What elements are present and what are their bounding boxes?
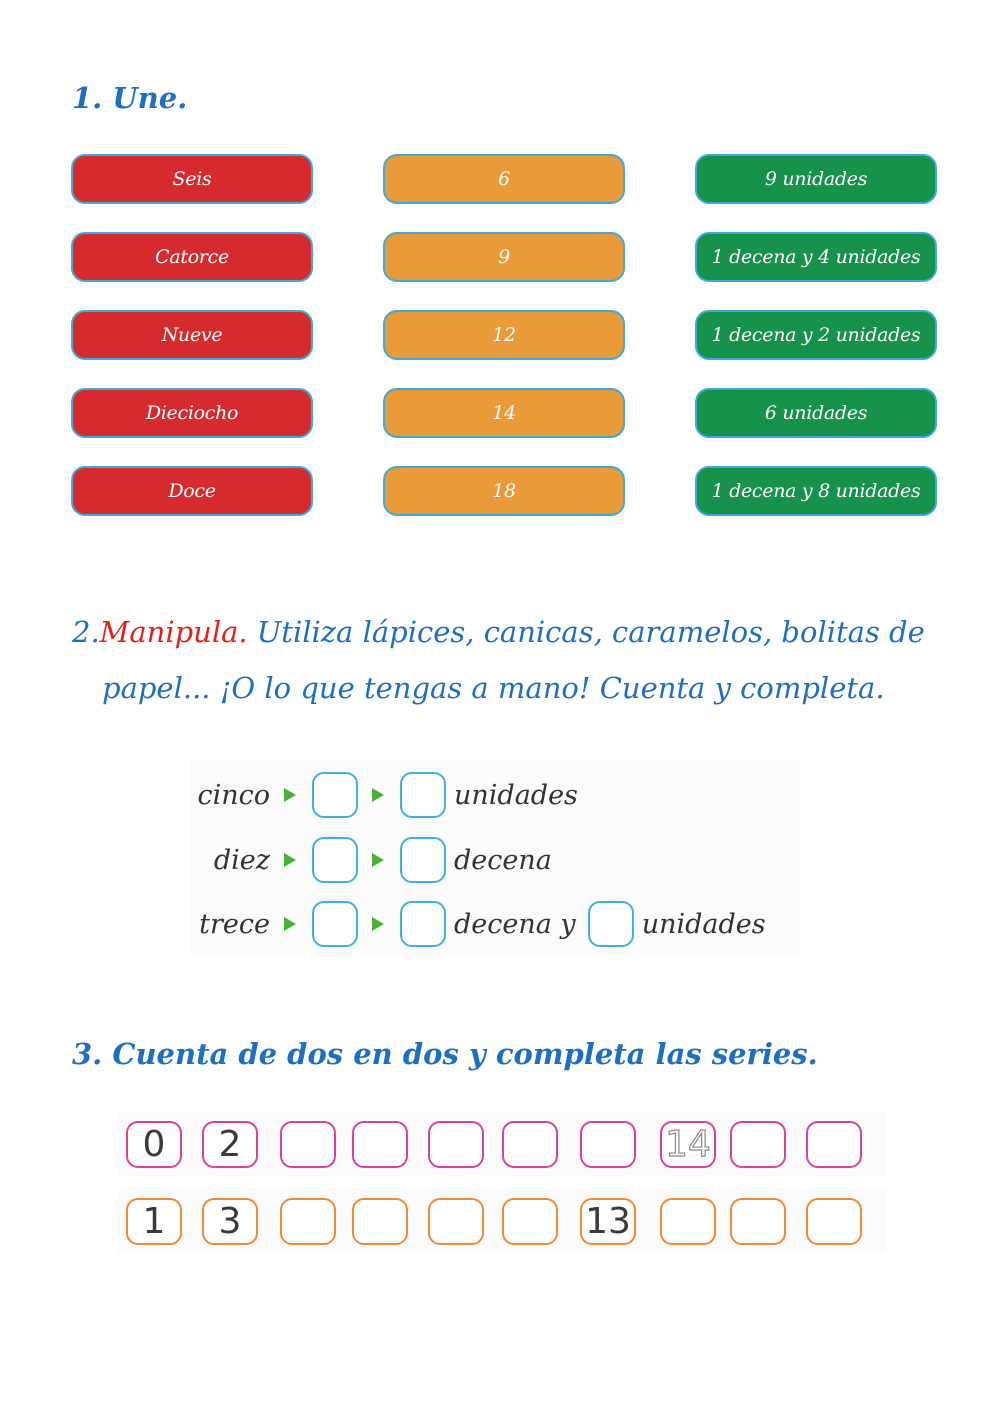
series-cell: 1 (126, 1198, 182, 1245)
answer-box[interactable] (400, 772, 446, 818)
arrow-right-icon (372, 788, 384, 802)
word-tile[interactable]: Seis (71, 154, 313, 204)
series-input[interactable] (504, 1199, 556, 1244)
series-cell: 13 (580, 1198, 636, 1245)
series-cell: 3 (202, 1198, 258, 1245)
series-cell[interactable] (730, 1121, 786, 1168)
unit-label: unidades (454, 779, 578, 811)
units-tile[interactable]: 6 unidades (695, 388, 937, 438)
answer-input[interactable] (314, 903, 360, 947)
number-tile[interactable]: 14 (383, 388, 625, 438)
answer-input[interactable] (402, 903, 448, 947)
answer-input[interactable] (402, 774, 448, 818)
units-tile[interactable]: 9 unidades (695, 154, 937, 204)
units-column (695, 154, 937, 544)
series-input[interactable] (430, 1122, 482, 1167)
units-tile[interactable]: 1 decena y 8 unidades (695, 466, 937, 516)
answer-box[interactable] (312, 901, 358, 947)
word-tile[interactable]: Catorce (71, 232, 313, 282)
words-column (71, 154, 313, 544)
unit-label: decena y (454, 908, 576, 940)
series-cell[interactable] (502, 1121, 558, 1168)
series-cell[interactable] (730, 1198, 786, 1245)
answer-box[interactable] (312, 837, 358, 883)
series-input[interactable] (732, 1199, 784, 1244)
section2-text-line2: papel... ¡O lo que tengas a mano! Cuenta y completa. (102, 671, 885, 705)
word-tile[interactable]: Dieciocho (71, 388, 313, 438)
series-cell[interactable] (280, 1198, 336, 1245)
number-word: diez (213, 844, 270, 876)
exercise-row (190, 770, 590, 820)
section2-text-line1: Utiliza lápices, canicas, caramelos, bolitas de (256, 615, 925, 649)
section1-heading: 1. Une. (72, 81, 188, 115)
unit-label: decena (454, 844, 552, 876)
unit-label: unidades (641, 908, 766, 940)
series-input[interactable] (282, 1122, 334, 1167)
series-input[interactable] (662, 1199, 714, 1244)
answer-box[interactable] (400, 901, 446, 947)
arrow-right-icon (284, 788, 296, 802)
series-input[interactable] (430, 1199, 482, 1244)
number-tile[interactable]: 9 (383, 232, 625, 282)
numbers-column (383, 154, 625, 544)
series-cell[interactable] (580, 1121, 636, 1168)
series-cell[interactable] (352, 1121, 408, 1168)
exercise-row (190, 899, 778, 949)
number-word: trece (199, 908, 270, 940)
answer-box[interactable] (312, 772, 358, 818)
series-cell[interactable] (660, 1198, 716, 1245)
section2-number: 2. (72, 615, 100, 649)
series-input[interactable] (504, 1122, 556, 1167)
odd-series (118, 1189, 886, 1253)
series-input[interactable] (282, 1199, 334, 1244)
answer-input[interactable] (314, 774, 360, 818)
series-cell[interactable] (352, 1198, 408, 1245)
section3-heading: 3. Cuenta de dos en dos y completa las series. (72, 1037, 818, 1071)
answer-input[interactable] (402, 839, 448, 883)
arrow-right-icon (284, 917, 296, 931)
word-tile[interactable]: Nueve (71, 310, 313, 360)
number-tile[interactable]: 6 (383, 154, 625, 204)
series-input[interactable] (808, 1199, 860, 1244)
series-cell: 0 (126, 1121, 182, 1168)
arrow-right-icon (284, 853, 296, 867)
number-tile[interactable]: 12 (383, 310, 625, 360)
series-input[interactable] (354, 1122, 406, 1167)
answer-box[interactable] (400, 837, 446, 883)
even-series (118, 1112, 886, 1176)
arrow-right-icon (372, 853, 384, 867)
series-input[interactable] (808, 1122, 860, 1167)
units-tile[interactable]: 1 decena y 2 unidades (695, 310, 937, 360)
series-cell[interactable] (502, 1198, 558, 1245)
word-tile[interactable]: Doce (71, 466, 313, 516)
section2-highlight: Manipula. (99, 615, 248, 649)
series-cell[interactable] (428, 1198, 484, 1245)
exercise-row (190, 835, 564, 885)
series-input[interactable] (354, 1199, 406, 1244)
answer-input[interactable] (314, 839, 360, 883)
section2-heading (72, 604, 952, 716)
units-tile[interactable]: 1 decena y 4 unidades (695, 232, 937, 282)
answer-input[interactable] (590, 903, 636, 947)
series-cell[interactable] (428, 1121, 484, 1168)
answer-box[interactable] (588, 901, 634, 947)
number-tile[interactable]: 18 (383, 466, 625, 516)
number-word: cinco (197, 779, 270, 811)
series-cell: 14 (660, 1121, 716, 1168)
series-input[interactable] (582, 1122, 634, 1167)
counting-exercise (190, 760, 800, 955)
series-cell[interactable] (806, 1121, 862, 1168)
series-cell[interactable] (280, 1121, 336, 1168)
series-cell: 2 (202, 1121, 258, 1168)
arrow-right-icon (372, 917, 384, 931)
series-cell[interactable] (806, 1198, 862, 1245)
series-input[interactable] (732, 1122, 784, 1167)
